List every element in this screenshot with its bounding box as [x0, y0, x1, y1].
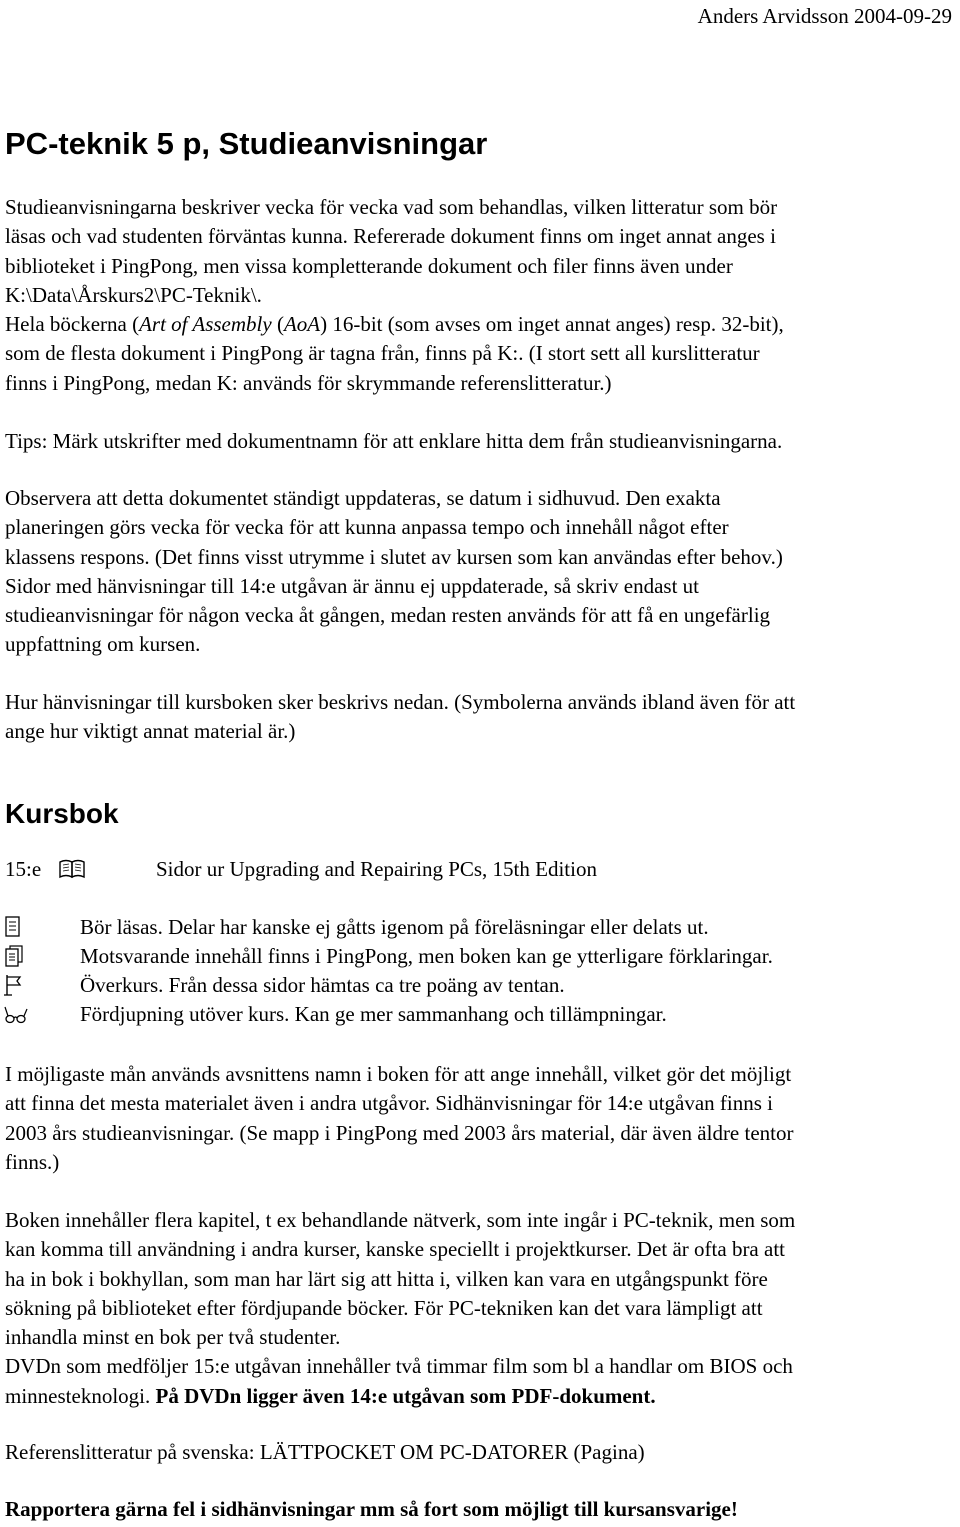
names-line: att finna det mesta materialet även i andra utgåvor. Sidhänvisningar för 14:e utgåvan finns i [5, 1091, 774, 1116]
book-line-last: minnesteknologi. På DVDn ligger även 14:e utgåvan som PDF-dokument. [5, 1383, 656, 1408]
intro-paragraph [5, 193, 957, 398]
section-names-paragraph [5, 1060, 957, 1177]
book-line: ha in bok i bokhyllan, som man har lärt sig att hitta i, vilken kan vara en utgångspunkt före [5, 1266, 768, 1291]
legend-text: Fördjupning utöver kurs. Kan ge mer sammanhang och tillämpningar. [80, 1002, 667, 1026]
intro-line: läsas och vad studenten förväntas kunna. Refererade dokument finns om inget annat anges i [5, 224, 776, 249]
notice-line: uppfattning om kursen. [5, 632, 201, 657]
notice-line: studieanvisningar för någon vecka åt gången, medan resten används för att få en ungefärlig [5, 603, 771, 628]
names-line: I möjligaste mån används avsnittens namn i boken för att ange innehåll, vilket gör det möjligt [5, 1062, 792, 1086]
names-line: finns.) [5, 1149, 60, 1174]
symbols-intro-paragraph [5, 688, 957, 747]
intro-line-books: Hela böckerna (Art of Assembly (AoA) 16-bit (som avses om inget annat anges) resp. 32-bit), [5, 312, 784, 337]
symbols-line: ange hur viktigt annat material är.) [5, 719, 296, 744]
book-paragraph [5, 1206, 957, 1411]
book-line: DVDn som medföljer 15:e utgåvan innehåller två timmar film som bl a handlar om BIOS och [5, 1354, 793, 1379]
symbols-line: Hur hänvisningar till kursboken sker beskrivs nedan. (Symbolerna används ibland även för att [5, 690, 796, 714]
update-notice-paragraph [5, 484, 957, 660]
page-title: PC-teknik 5 p, Studieanvisningar [5, 126, 488, 161]
page-header-author-date: Anders Arvidsson 2004-09-29 [697, 4, 952, 28]
legend-item [0, 942, 960, 971]
edition-text: Sidor ur Upgrading and Repairing PCs, 15th Edition [156, 857, 597, 881]
book-line: Boken innehåller flera kapitel, t ex behandlande nätverk, som inte ingår i PC-teknik, men som [5, 1208, 796, 1232]
book-line: inhandla minst en bok per två studenter. [5, 1325, 341, 1350]
book-line: sökning på biblioteket efter fördjupande böcker. För PC-tekniken kan det vara lämpligt att [5, 1295, 763, 1320]
closing-request: Rapportera gärna fel i sidhänvisningar mm så fort som möjligt till kursansvarige! [5, 1497, 738, 1521]
legend-item [0, 913, 960, 942]
art-of-assembly-title: Art of Assembly [139, 312, 272, 337]
book-line: kan komma till användning i andra kurser, kanske speciellt i projektkurser. Det är ofta bra att [5, 1237, 785, 1262]
reference-literature: Referenslitteratur på svenska: LÄTTPOCKET OM PC-DATORER (Pagina) [5, 1440, 645, 1464]
legend-text: Bör läsas. Delar har kanske ej gåtts igenom på föreläsningar eller delats ut. [80, 915, 709, 939]
stacked-pages-icon [3, 945, 29, 969]
single-page-icon [3, 916, 29, 940]
legend-item [0, 1000, 960, 1029]
names-line: 2003 års studieanvisningar. (Se mapp i PingPong med 2003 års material, där även äldre tentor [5, 1120, 794, 1145]
aoa-abbrev: AoA [283, 312, 321, 337]
intro-line: som de flesta dokument i PingPong är tagna från, finns på K:. (I stort sett all kurslitteratur [5, 341, 760, 366]
flag-icon [3, 974, 29, 998]
dvd-pdf-note: På DVDn ligger även 14:e utgåvan som PDF-dokument. [155, 1383, 656, 1408]
edition-label: 15:e [5, 857, 42, 881]
notice-line: planeringen görs vecka för vecka för att kunna anpassa tempo och innehåll något efter [5, 515, 729, 540]
notice-line: Observera att detta dokumentet ständigt uppdateras, se datum i sidhuvud. Den exakta [5, 486, 721, 510]
tips-paragraph: Tips: Märk utskrifter med dokumentnamn för att enklare hitta dem från studieanvisningarna. [5, 429, 783, 453]
intro-line: biblioteket i PingPong, men vissa kompletterande dokument och filer finns även under [5, 253, 733, 278]
glasses-icon [3, 1004, 29, 1028]
intro-line: finns i PingPong, medan K: används för skrymmande referenslitteratur.) [5, 370, 612, 395]
kursbok-heading: Kursbok [5, 798, 119, 829]
legend-item [0, 971, 960, 1000]
book-icon [58, 858, 86, 880]
symbol-legend [0, 913, 960, 1033]
intro-line: K:\Data\Årskurs2\PC-Teknik\. [5, 282, 262, 307]
legend-text: Motsvarande innehåll finns i PingPong, men boken kan ge ytterligare förklaringar. [80, 944, 773, 968]
intro-line: Studieanvisningarna beskriver vecka för vecka vad som behandlas, vilken litteratur som bör [5, 195, 778, 219]
legend-text: Överkurs. Från dessa sidor hämtas ca tre poäng av tentan. [80, 973, 565, 997]
notice-line: klassens respons. (Det finns visst utrymme i slutet av kursen som kan användas efter behov.) [5, 544, 783, 569]
edition-row [5, 855, 905, 885]
notice-line: Sidor med hänvisningar till 14:e utgåvan är ännu ej uppdaterade, så skriv endast ut [5, 573, 699, 598]
